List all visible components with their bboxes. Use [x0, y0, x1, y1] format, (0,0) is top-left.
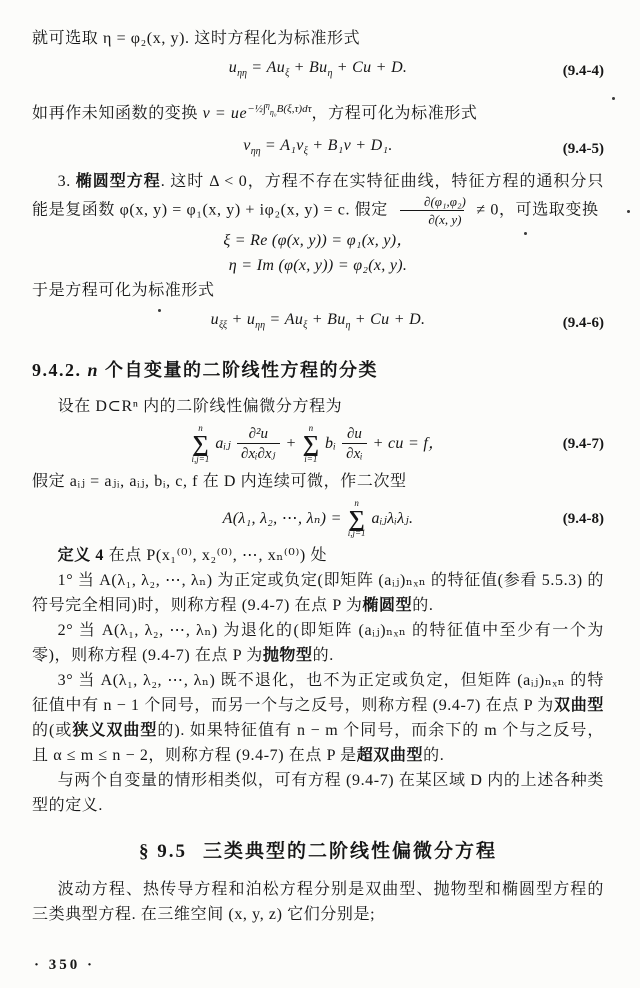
- eq-seg: B(ξ,τ)dτ: [276, 103, 312, 116]
- sum-upper-limit: n: [308, 422, 314, 433]
- paragraph-case-1-elliptic: [32, 568, 604, 618]
- math-run: [202, 101, 312, 123]
- page-number: · 350 ·: [34, 957, 96, 973]
- term-strict-hyperbolic: 狭义双曲型: [72, 722, 158, 740]
- equation-number: (9.4-5): [562, 141, 604, 158]
- eq-seg: + cu = f，: [372, 434, 445, 452]
- eq-seg: = Au: [246, 59, 286, 76]
- equation-body: [210, 310, 426, 331]
- section-heading-9-5: [32, 836, 604, 863]
- eq-sub: η: [327, 68, 333, 80]
- eq-seg: = Au: [265, 310, 304, 328]
- fraction-numerator: ∂²u: [248, 425, 268, 442]
- sigma-icon: ∑: [192, 430, 209, 456]
- text-run: 3° 当 A(λ₁, λ₂, ⋯, λₙ) 既不退化，也不为正定或负定，但矩阵 (aᵢⱼ)ₙₓₙ 的特征值中有 n − 1 个同号，而另一个与之反号，则称方程 (9.4-7) 在点 P 为: [32, 672, 604, 715]
- definition-label: 定义 4: [57, 547, 104, 565]
- eq-seg: bᵢ: [325, 434, 337, 452]
- sigma-icon: ∑: [348, 505, 365, 531]
- heading-text: 三类典型的二阶线性偏微分方程: [202, 841, 497, 863]
- eq-seg: A(λ₁, λ₂, ⋯, λₙ) =: [222, 509, 342, 527]
- text-run: 的.: [423, 747, 445, 765]
- term-elliptic: 椭圆型: [362, 597, 413, 615]
- sum-lower-limit: i=1: [304, 453, 318, 464]
- paragraph-pde-setup: 设在 D⊂Rⁿ 内的二阶线性偏微分方程为: [57, 397, 343, 415]
- text-run: ，方程可化为标准形式: [311, 105, 478, 123]
- integral-lower-limit: η₀: [269, 108, 277, 118]
- eq-seg: + u: [227, 310, 256, 328]
- text-run: 如再作未知函数的变换: [32, 105, 203, 123]
- paragraph-definition-4: [32, 543, 604, 568]
- text-run: 3.: [57, 173, 76, 191]
- equation-number: (9.4-4): [562, 63, 604, 80]
- eq-seg: + Bu: [307, 310, 346, 328]
- eq-sub: ηη: [255, 319, 266, 331]
- eq-seg: u: [228, 59, 238, 76]
- text-run: 在点 P(x₁⁽⁰⁾, x₂⁽⁰⁾, ⋯, xₙ⁽⁰⁾) 处: [104, 547, 328, 565]
- equation-number: (9.4-6): [562, 314, 604, 331]
- eq-seg: aᵢⱼ: [215, 434, 232, 452]
- fraction-denominator: ∂xᵢ∂xⱼ: [237, 443, 279, 463]
- equation-9-4-6: [32, 308, 604, 338]
- scan-artifact: [612, 97, 615, 100]
- summation-symbol: [303, 424, 319, 464]
- eq-seg: aᵢⱼλᵢλⱼ.: [371, 509, 414, 527]
- eq-sub: ξξ: [218, 319, 228, 331]
- equation-body: [243, 137, 393, 158]
- paragraph-coefficient-assumption: 假定 aᵢⱼ = aⱼᵢ, aᵢⱼ, bᵢ, c, f 在 D 内连续可微，作二次型: [32, 472, 407, 490]
- eq-seg: v: [243, 137, 251, 155]
- section-heading-9-4-2: [32, 356, 604, 382]
- text-run: 的.: [312, 647, 334, 665]
- paragraph-three-typical-equations: 波动方程、热传导方程和泊松方程分别是双曲型、抛物型和椭圆型方程的三类典型方程. 在三维空间 (x, y, z) 它们分别是;: [32, 881, 604, 924]
- equation-number: (9.4-7): [562, 435, 604, 452]
- term-parabolic: 抛物型: [262, 647, 313, 665]
- heading-section-number: § 9.5: [138, 841, 187, 863]
- term-elliptic-equation: 椭圆型方程: [75, 173, 161, 191]
- paragraph-case-3-hyperbolic: [32, 668, 604, 768]
- paragraph-eta-selection: 就可选取 η = φ₂(x, y). 这时方程化为标准形式: [32, 30, 361, 47]
- eq-seg: = A₁: [260, 137, 297, 155]
- eq-seg: + Cu + D.: [332, 59, 408, 76]
- integral-upper-limit: η: [265, 101, 270, 111]
- paragraph-case-2-parabolic: [32, 618, 604, 668]
- equation-9-4-4: [32, 56, 604, 86]
- paragraph-variable-transform: [32, 91, 604, 129]
- text-run: 2° 当 A(λ₁, λ₂, ⋯, λₙ) 为退化的(即矩阵 (aᵢⱼ)ₙₓₙ 的特征值中至少有一个为零)，则称方程 (9.4-7) 在点 P 为: [32, 622, 604, 665]
- sigma-icon: ∑: [302, 430, 320, 456]
- summation-symbol: [192, 424, 210, 464]
- equation-body: [228, 59, 408, 80]
- equation-body: [189, 424, 448, 464]
- eq-sub: ηη: [250, 146, 261, 158]
- sum-lower-limit: i,j=1: [191, 453, 210, 464]
- eq-sub: ηη: [237, 68, 247, 80]
- partial-derivative-fraction: [237, 425, 279, 463]
- text-run: 的). 如果特征值有 n − m 个同号，而余下的 m 个与之反号，且 α ≤ m ≤ n − 2，则称方程 (9.4-7) 在点 P 是: [32, 722, 604, 765]
- paragraph-region-remark: 与两个自变量的情形相类似，可有方程 (9.4-7) 在某区域 D 内的上述各种类型的定义.: [32, 772, 604, 815]
- summation-symbol: [348, 499, 366, 539]
- text-run: 的.: [412, 597, 434, 615]
- equation-body: [220, 499, 417, 539]
- term-ultrahyperbolic: 超双曲型: [356, 747, 424, 765]
- sum-upper-limit: n: [198, 422, 203, 433]
- text-run: . 这时 Δ < 0，方程不存在实特征曲线，特征方程的通积分只能是复函数 φ(x, y) = φ₁(x, y) + iφ₂(x, y) = c. 假定: [32, 173, 604, 219]
- eq-seg: v = ue: [202, 105, 248, 123]
- equation-eta-transform: η = Im (φ(x, y)) = φ₂(x, y).: [228, 256, 408, 274]
- equation-9-4-7: [32, 424, 604, 464]
- heading-number: 9.4.2.: [32, 359, 88, 380]
- sum-upper-limit: n: [354, 497, 359, 508]
- eq-seg: + B₁v + D₁.: [307, 137, 393, 155]
- jacobian-fraction: [395, 194, 468, 227]
- eq-seg: + Cu + D.: [350, 310, 426, 328]
- scan-artifact: [158, 309, 161, 312]
- equation-xi-transform: ξ = Re (φ(x, y)) = φ₁(x, y)，: [223, 231, 413, 249]
- scan-artifact: [627, 210, 630, 213]
- eq-seg: v: [296, 137, 304, 155]
- sum-lower-limit: i,j=1: [347, 528, 366, 539]
- equation-number: (9.4-8): [562, 510, 604, 527]
- text-run: 的(或: [32, 722, 73, 740]
- fraction-numerator: ∂(φ₁,φ₂): [424, 194, 466, 210]
- eq-seg: +: [285, 434, 297, 452]
- eq-sub: ξ: [303, 146, 308, 158]
- text-run: 1° 当 A(λ₁, λ₂, ⋯, λₙ) 为正定或负定(即矩阵 (aᵢⱼ)ₙₓₙ 的特征值(参看 5.5.3) 的符号完全相同)时，则称方程 (9.4-7) 在点 P 为: [32, 572, 604, 615]
- partial-derivative-fraction: [342, 425, 366, 463]
- eq-seg: + Bu: [289, 59, 328, 76]
- eq-seg: u: [210, 310, 219, 328]
- eq-sub: η: [345, 319, 351, 331]
- fraction-denominator: ∂xᵢ: [342, 443, 366, 463]
- eq-sub: ξ: [285, 68, 290, 80]
- heading-text: 个自变量的二阶线性方程的分类: [99, 359, 379, 380]
- fraction-numerator: ∂u: [346, 425, 362, 442]
- eq-sub: ξ: [303, 319, 308, 331]
- equation-9-4-5: [32, 134, 604, 164]
- term-hyperbolic: 双曲型: [554, 697, 604, 715]
- equation-9-4-8: [32, 499, 604, 539]
- heading-variable: n: [87, 359, 100, 380]
- fraction-denominator: ∂(x, y): [400, 210, 465, 228]
- scan-artifact: [524, 232, 527, 235]
- paragraph-elliptic-case: [32, 169, 604, 227]
- integral-exponent: [247, 101, 312, 118]
- text-run: ≠ 0，可选取变换: [471, 201, 599, 219]
- paragraph-standard-form: 于是方程可化为标准形式: [32, 281, 215, 299]
- eq-seg: −½∫: [247, 103, 266, 116]
